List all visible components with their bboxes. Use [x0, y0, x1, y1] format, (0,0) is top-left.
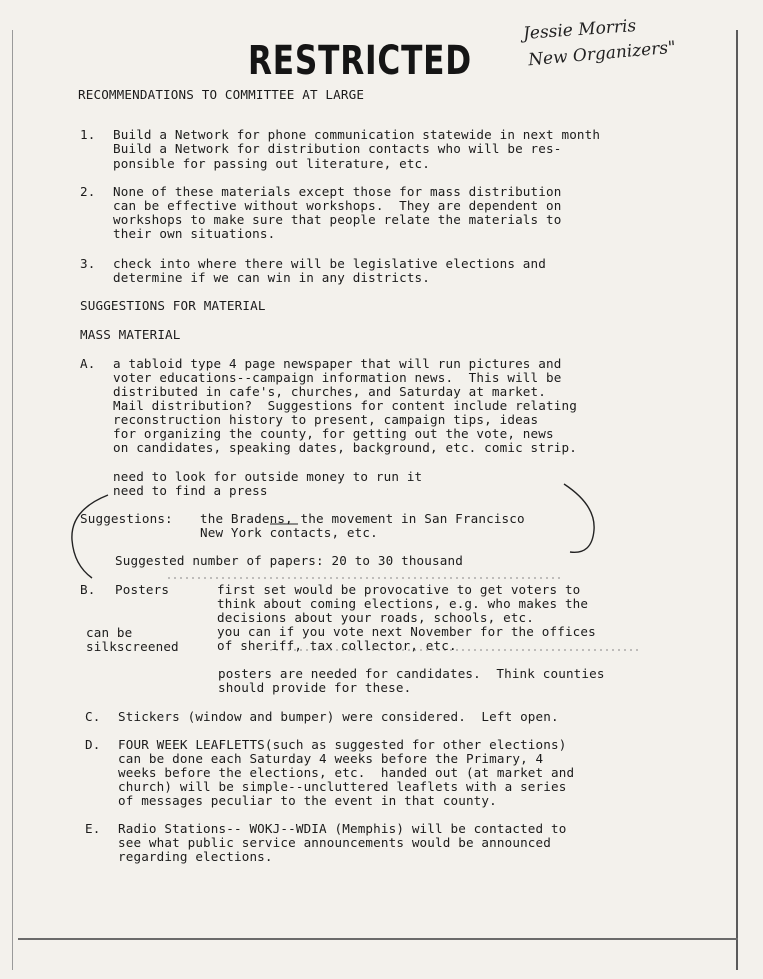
item-b-label: Posters: [115, 582, 170, 597]
suggestions-label: Suggestions:: [80, 511, 173, 526]
suggestions-line-1: the Bradens, the movement in San Francisco: [200, 511, 525, 526]
item-e-line-2: see what public service announcements would be announced: [118, 835, 551, 850]
item-3-line-2: determine if we can win in any districts.: [113, 270, 431, 285]
right-bracket-mark: [564, 484, 594, 552]
item-b-letter: B.: [80, 582, 96, 597]
item-c-letter: C.: [85, 709, 101, 724]
item-number-3: 3.: [80, 256, 96, 271]
item-1-line-3: ponsible for passing out literature, etc.: [113, 156, 431, 171]
handwritten-note: New Organizers": [527, 37, 677, 71]
item-d-line-1: FOUR WEEK LEAFLETTS(such as suggested for other elections): [118, 737, 567, 752]
suggestions-heading: SUGGESTIONS FOR MATERIAL: [80, 298, 266, 313]
item-b-line-5: of sheriff, tax collector, etc.: [217, 638, 457, 653]
item-3-line-1: check into where there will be legislative elections and: [113, 256, 546, 271]
margin-note-silkscreened: silkscreened: [86, 639, 179, 654]
item-1-line-2: Build a Network for distribution contacts who will be res-: [113, 141, 562, 156]
handwritten-name: Jessie Morris: [522, 16, 637, 44]
item-d-line-3: weeks before the elections, etc. handed out (at market and: [118, 765, 575, 780]
item-e-line-1: Radio Stations-- WOKJ--WDIA (Memphis) will be contacted to: [118, 821, 567, 836]
item-a-line-2: voter educations--campaign information news. This will be: [113, 370, 562, 385]
item-b-line-3: decisions about your roads, schools, etc.: [217, 610, 535, 625]
left-bracket-mark: [72, 495, 108, 578]
item-d-line-2: can be done each Saturday 4 weeks before the Primary, 4: [118, 751, 544, 766]
item-number-2: 2.: [80, 184, 96, 199]
item-b-extra-2: should provide for these.: [218, 680, 412, 695]
need-press-line: need to find a press: [113, 483, 268, 498]
suggestions-line-2: New York contacts, etc.: [200, 525, 378, 540]
item-b-extra-1: posters are needed for candidates. Think counties: [218, 666, 605, 681]
item-c-line-1: Stickers (window and bumper) were considered. Left open.: [118, 709, 559, 724]
item-e-letter: E.: [85, 821, 101, 836]
restricted-stamp: RESTRICTED: [248, 38, 472, 84]
item-b-line-4: you can if you vote next November for the offices: [217, 624, 596, 639]
need-money-line: need to look for outside money to run it: [113, 469, 423, 484]
item-number-1: 1.: [80, 127, 96, 142]
item-a-line-3: distributed in cafe's, churches, and Saturday at market.: [113, 384, 546, 399]
item-1-line-1: Build a Network for phone communication statewide in next month: [113, 127, 601, 142]
item-d-letter: D.: [85, 737, 101, 752]
item-2-line-3: workshops to make sure that people relate the materials to: [113, 212, 562, 227]
item-d-line-5: of messages peculiar to the event in that county.: [118, 793, 497, 808]
document-heading: RECOMMENDATIONS TO COMMITTEE AT LARGE: [78, 87, 365, 102]
item-a-line-5: reconstruction history to present, campaign tips, ideas: [113, 412, 539, 427]
item-e-line-3: regarding elections.: [118, 849, 273, 864]
item-a-line-7: on candidates, speaking dates, background, etc. comic strip.: [113, 440, 577, 455]
margin-note-can-be: can be: [86, 625, 133, 640]
item-a-line-6: for organizing the county, for getting out the vote, news: [113, 426, 554, 441]
item-2-line-4: their own situations.: [113, 226, 276, 241]
item-2-line-2: can be effective without workshops. They are dependent on: [113, 198, 562, 213]
item-2-line-1: None of these materials except those for mass distribution: [113, 184, 562, 199]
item-a-letter: A.: [80, 356, 96, 371]
item-b-line-2: think about coming elections, e.g. who makes the: [217, 596, 589, 611]
item-a-line-1: a tabloid type 4 page newspaper that will run pictures and: [113, 356, 562, 371]
item-d-line-4: church) will be simple--uncluttered leaflets with a series: [118, 779, 567, 794]
item-b-line-1: first set would be provocative to get voters to: [217, 582, 581, 597]
item-a-line-4: Mail distribution? Suggestions for content include relating: [113, 398, 577, 413]
mass-material-heading: MASS MATERIAL: [80, 327, 181, 342]
suggested-number-line: Suggested number of papers: 20 to 30 thousand: [115, 553, 463, 568]
